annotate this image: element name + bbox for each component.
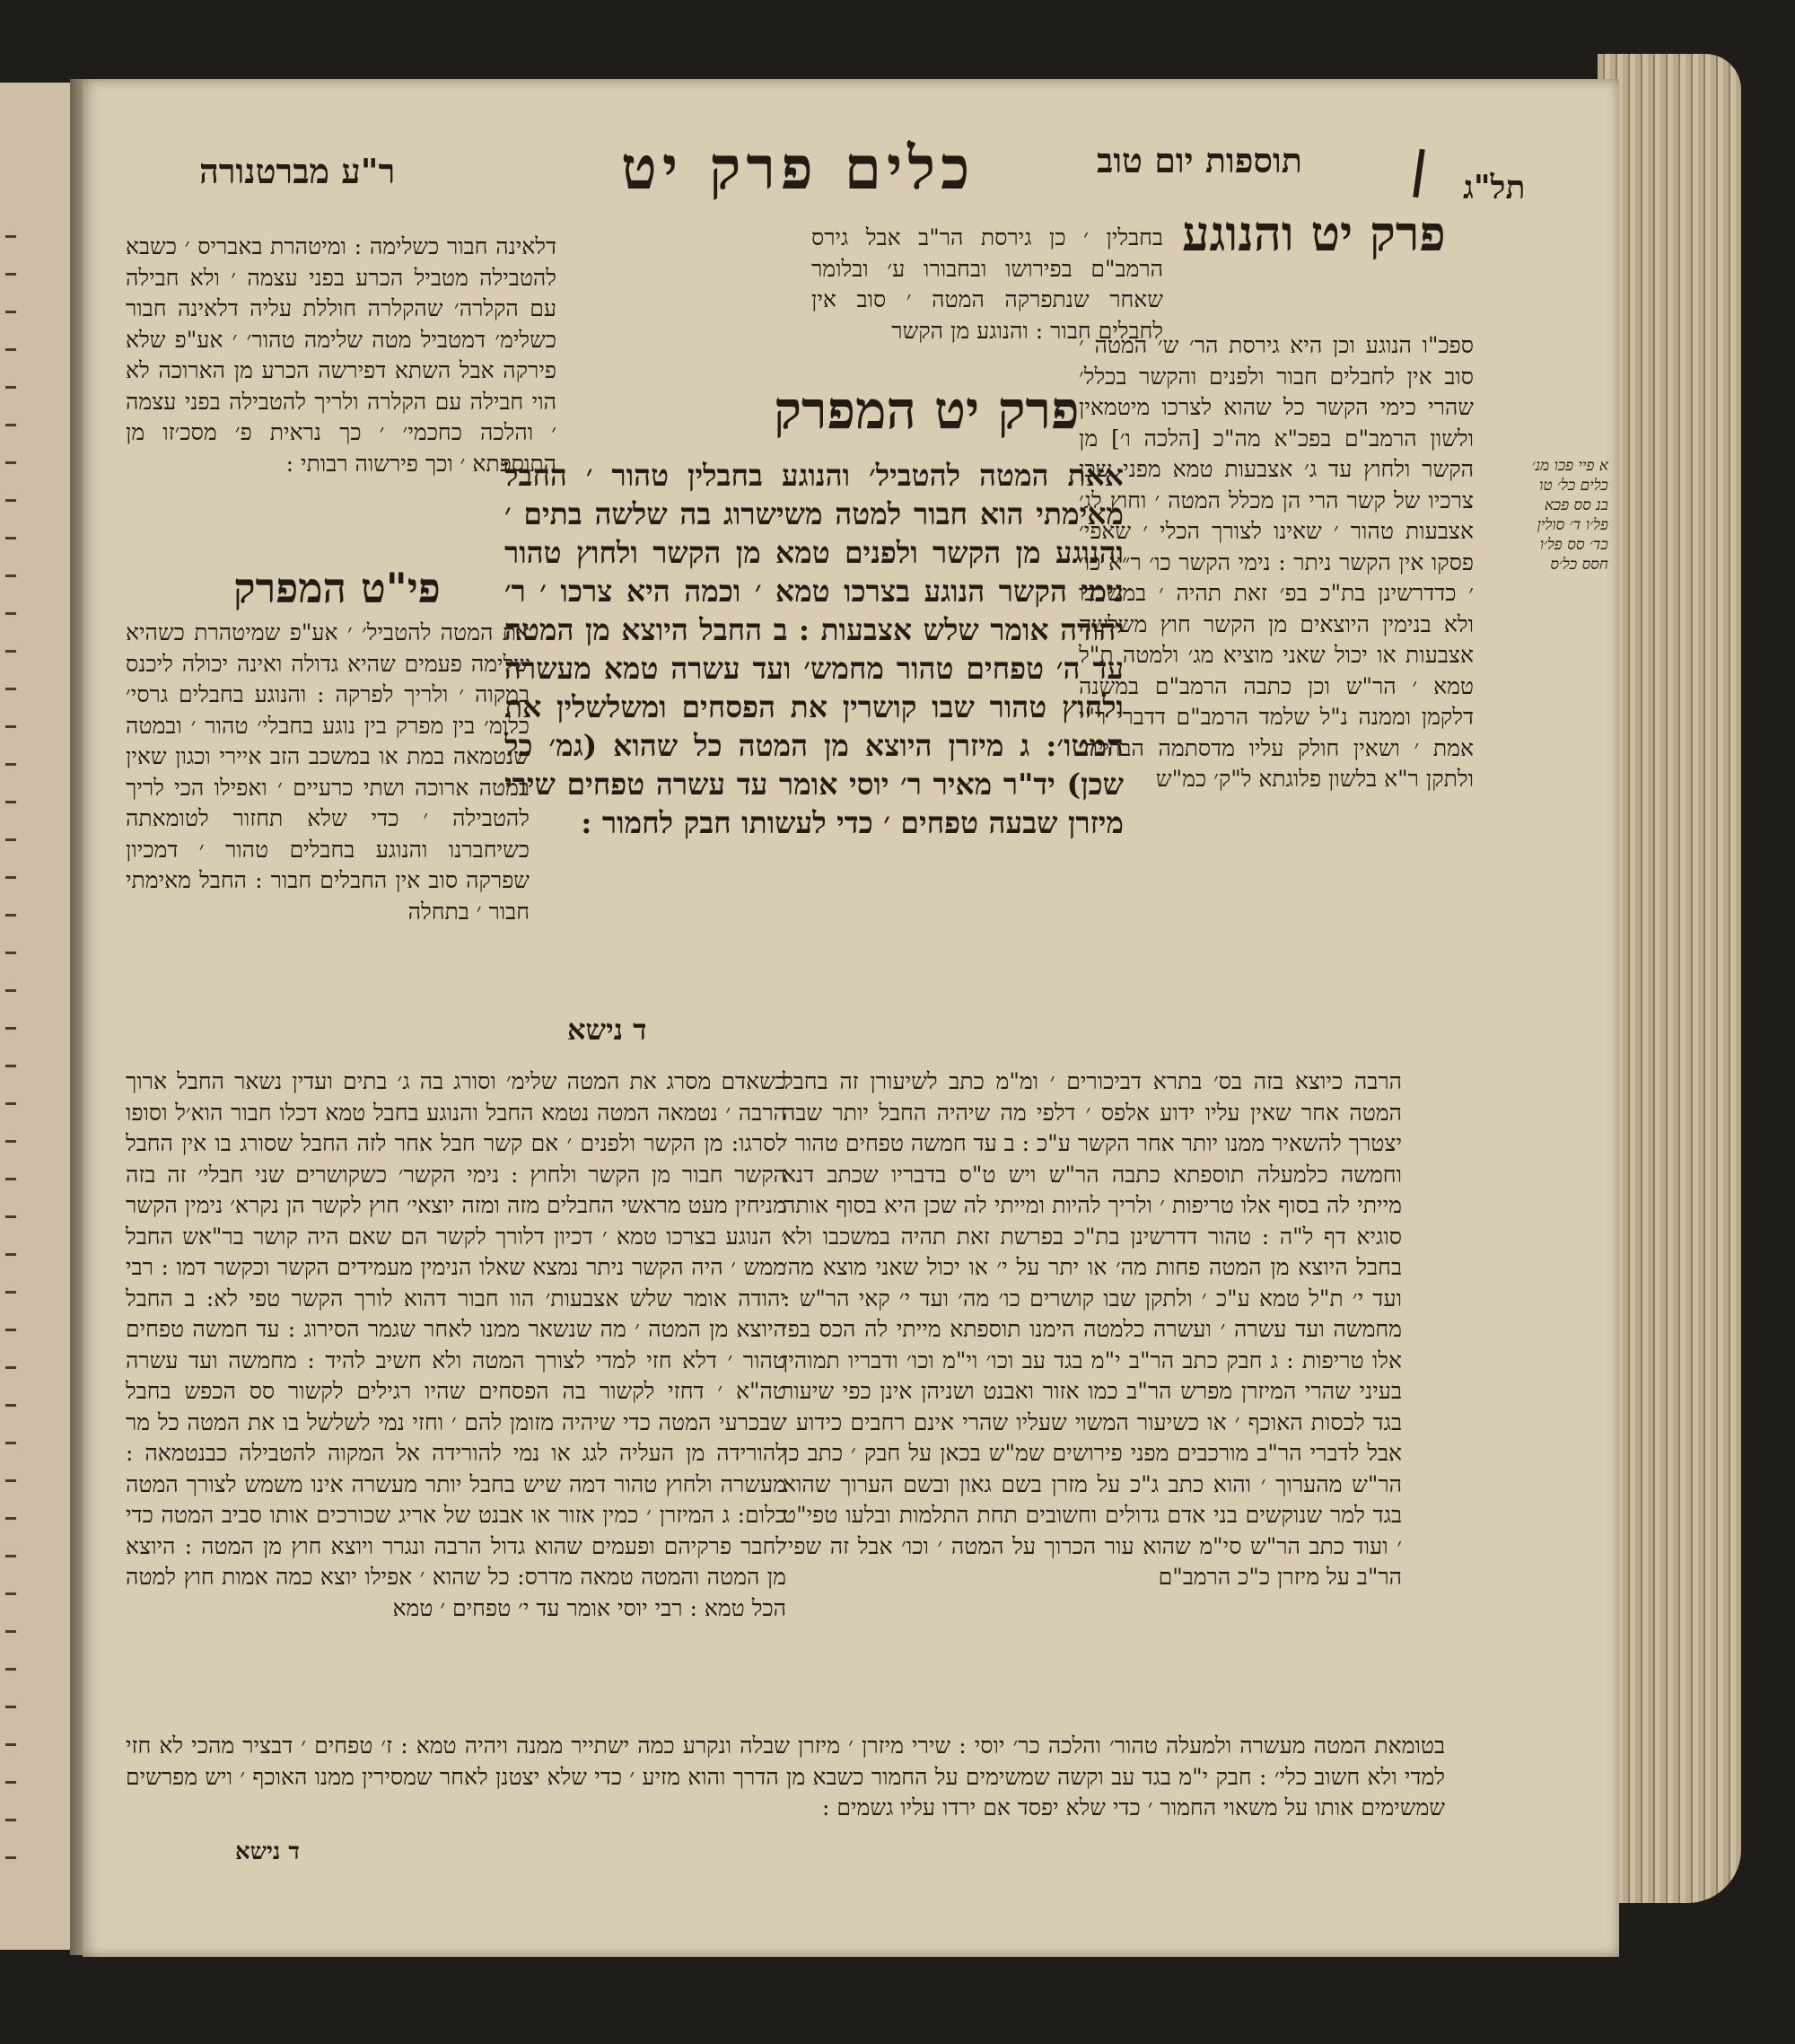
facing-page-text-fragment <box>5 1065 16 1067</box>
facing-page-text-fragment <box>5 1517 16 1520</box>
facing-page-text-fragment <box>5 1856 16 1859</box>
commentary-paragraph: הרבה כיוצא בזה בס׳ בתרא דביכורים ׳ ומ"מ כתב לשיעורן זה בחבל המטה אחר שאין עליו ידוע אלפס ׳ דלפי מה שיהיה החבל יותר שבה יצטרך להשאיר ממנו יותר אחר הקשר ע"כ : ב עד חמשה טפחים טהור ׳ וחמשה כלמעלה תוספתא כתבה הר"ש ויש ט"ס בדבריו שכתב דנא מייתי לה בסוף אלו טריפות ׳ ולריך להיות ומייתי לה שכן היא בסוף אותה סוגיא דף ל"ה : טהור דדרשינן בת"כ בפרשת זאת תהיה במשכבו ולא בחבל היוצא מן המטה פחות מה׳ או יתר על י׳ או יכול שאני מוצא מה׳ ועד י׳ ת"ל טמא ע"כ ׳ ולתקן שבו קושרים כו׳ מה׳ ועד י׳ קאי הר"ש : מחמשה ועד עשרה ׳ ועשרה כלמטה הימנו תוספתא מייתי לה הכס בפ׳ אלו טריפות : ג חבק כתב הר"ב י"מ בגד עב וכו׳ וי"מ וכו׳ ודבריו תמוהין בעיני שהרי המיזרן מפרש הר"ב כמו אזור ואבנט ושניהן אינן כפי שיעור בגד לכסות האוכף ׳ או כשיעור המשוי שעליו שהרי אינם רחבים כידוע ׳ אבל לדברי הר"ב מורכבים מפני פירושים שמ"ש בכאן על חבק ׳ כתב כן הר"ש מהערוך ׳ והוא כתב ג"כ על מזרן בשם גאון ובשם הערוך שהוא בגד למר שנוקשים בני אדם גדולים וחשובים תחת התלמות ובלעו טפי"ט ׳ ועוד כתב הר"ש סי"מ שהוא עור הכרוך על המטה ׳ וכו׳ אבל זה שפי׳ הר"ב על מיזרן כ"כ הרמב"ם <box>783 1068 1402 1590</box>
facing-page-text-fragment <box>5 1819 16 1821</box>
facing-page-text-fragment <box>5 1592 16 1595</box>
facing-page-edge <box>0 83 72 1950</box>
mishnah-chapter-title: פרק יט המפרק <box>774 380 1080 441</box>
facing-page-text-fragment <box>5 763 16 766</box>
facing-page-text-fragment <box>5 1027 16 1030</box>
bartenura-bottom <box>126 1066 786 1801</box>
facing-page-text-fragment <box>5 952 16 954</box>
catchword-bottom: ד נישא <box>235 1838 300 1865</box>
commentary-paragraph: ספכ"ו הנוגע וכן היא גירסת הר׳ ש׳ המטה ׳ סוב אין לחבלים חבור ולפנים והקשר בכלל׳ שהרי כימי הקשר כל שהוא לצרכו מיטמאין ולשון הרמב"ם בפכ"א מה"כ [הלכה ו׳] מן הקשר ולחוץ עד ג׳ אצבעות טמא מפני שכן צרכיו של קשר הרי הן מכלל המטה ׳ וחוץ לג׳ אצבעות טהור ׳ שאינו לצורך הכלי ׳ שאפי׳ פסקו אין הקשר ניתר : נימי הקשר כו׳ ר״א כו׳ ׳ כדדרשינן בת"כ בפ׳ זאת תהיה ׳ במשכבו ולא בנימין היוצאים מן הקשר חוץ משלשה אצבעות או יכול שאני מוציא מג׳ ולמטה ת"ל טמא ׳ הר"ש וכן כתבה הרמב"ם במשנה דלקמן וממנה נ"ל שלמד הרמב"ם דדברי ר"י אמת ׳ ושאין חולק עליו מדסתמה הבריית׳ ולתקן ר"א בלשון פלוגתא ל"ק׳ כמ"ש <box>1079 332 1474 792</box>
facing-page-text-fragment <box>5 1630 16 1633</box>
facing-page-text-fragment <box>5 1668 16 1671</box>
bartenura-column-top <box>126 232 556 564</box>
facing-page-text-fragment <box>5 537 16 540</box>
facing-page-text-fragment <box>5 235 16 238</box>
facing-page-text-fragment <box>5 1366 16 1369</box>
bartenura-column <box>126 618 530 1066</box>
mishnah-paragraph: אאת המטה להטביל׳ והנוגע בחבלין טהור ׳ החבל מאימתי הוא חבור למטה משישרוג בה שלשה בתים ׳ והנוגע מן הקשר ולפנים טמא מן הקשר ולחוץ טהור נימי הקשר הנוגע בצרכו טמא ׳ וכמה היא צרכו ׳ ר׳ יהודה אומר שלש אצבעות : ב החבל היוצא מן המטה עד ה׳ טפחים טהור מחמש׳ ועד עשרה טמא מעשרה ולחוץ טהור שבו קושרין את הפסחים ומשלשלין את המטו׳: ג מיזרן היוצא מן המטה כל שהוא (גמ׳ כל שכן) יד"ר מאיר ר׳ יוסי אומר עד עשרה טפחים שירי מיזרן שבעה טפחים ׳ כדי לעשותו חבק לחמור : <box>504 458 1124 840</box>
commentary-paragraph: כשאדם מסרג את המטה שלימ׳ וסורג בה ג׳ בתים ועדין נשאר החבל ארוך הרבה ׳ נטמאה המטה נטמא החבל והנוגע בחבל טמא דכלו חבור הוא׳ל וסופו לסרגו: מן הקשר ולפנים ׳ אם קשר חבל אחר לזה החבל שסורג בו אין החבל הקשר חבור מן הקשר ולחוץ : נימי הקשר׳ כשקושרים שני חבלי׳ זה בזה מניחין מעט מראשי החבלים מזה ומזה יוצאי׳ חוץ לקשר הן נקרא׳ נימין הקשר ׳ הנוגע בצרכו טמא ׳ דכיון דלורך לקשר הם שאם היה קושר בר"אש החבל ממש ׳ היה הקשר ניתר נמצא שאלו הנימין מעמידים הקשר וכקשר דמו : רבי יהודה אומר שלש אצבעות׳ הוו חבור דהוא לורך הקשר טפי לא: ב החבל היוצא מן המטה ׳ מה שנשאר ממנו לאחר שגמר הסירוג : עד חמשה טפחים טהור ׳ דלא חזי למדי לצורך המטה ולא חשיב להיד : מחמשה ועד עשרה טה"א ׳ דחזי לקשור בה הפסחים שהיו רגילים לקשור סס הכפש בחבל שבכרעי המטה כדי שיהיה מזומן להם ׳ וחזי נמי לשלשל בו את המטה כל מר להורידה מן העליה לגג או נמי להורידה אל המקוה להטבילה כבנטמאה : מעשרה ולחוץ טהור דמה שיש בחבל יותר מעשרה אינו משמש לצורך המטה כלום: ג המיזרן ׳ כמין אזור או אבנט של אריג שכורכים אותו סביב המטה כדי לחבר פרקיהם ופעמים שהוא גדול הרבה ונגרר ויוצא חוץ מן המטה : היוצא מן המטה והמטה טמאה מדרס: כל שהוא ׳ אפילו יוצא כמה אמות חוץ למטה הכל טמא : רבי יוסי אומר עד י׳ טפחים ׳ טמא <box>126 1068 786 1621</box>
tosafot-bottom <box>783 1066 1402 1729</box>
facing-page-text-fragment <box>5 1404 16 1407</box>
facing-page-text-fragment <box>5 989 16 992</box>
facing-page-text-fragment <box>5 612 16 615</box>
facing-page-text-fragment <box>5 1706 16 1708</box>
facing-page-text-fragment <box>5 499 16 502</box>
facing-page-text-fragment <box>5 1140 16 1143</box>
facing-page-text-fragment <box>5 688 16 690</box>
running-head-center: כלים פרק יט <box>621 133 976 203</box>
facing-page-text-fragment <box>5 1178 16 1180</box>
book-page <box>83 79 1619 1957</box>
facing-page-text-fragment <box>5 575 16 577</box>
commentary-paragraph: בטומאת המטה מעשרה ולמעלה טהור׳ והלכה כר׳ יוסי : שירי מיזרן ׳ מיזרן שבלה ונקרע כמה ישתייר ממנה ויהיה טמא : ז׳ טפחים ׳ דבציר מהכי לא חזי למדי ולא חשוב כלי׳ : חבק י"מ בגד עב וקשה שמשימים על החמור כשבא מן הדרך והוא מזיע ׳ כדי שלא יצטנן לאחר שמסירין ממנו האוכף ׳ ויש מפרשים שמשימים אותו על משאוי החמור ׳ כדי שלא יפסד אם ירדו עליו גשמים : <box>126 1733 1445 1820</box>
facing-page-text-fragment <box>5 424 16 426</box>
facing-page-text-fragment <box>5 461 16 464</box>
facing-page-text-fragment <box>5 838 16 841</box>
facing-page-text-fragment <box>5 650 16 653</box>
bottom-commentary <box>126 1731 1445 1928</box>
page-edges <box>1598 54 1741 1903</box>
facing-page-text-fragment <box>5 311 16 313</box>
running-head-left: ר"ע מברטנורה <box>199 151 396 191</box>
facing-page-text-fragment <box>5 876 16 879</box>
facing-page-text-fragment <box>5 1781 16 1784</box>
facing-page-text-fragment <box>5 1253 16 1256</box>
facing-page-text-fragment <box>5 725 16 728</box>
right-column-title: פרק יט והנוגע <box>1182 205 1446 262</box>
facing-page-text-fragment <box>5 348 16 351</box>
commentary-paragraph: את המטה להטביל׳ ׳ אע"פ שמיטהרת כשהיא שלימה פעמים שהיא גדולה ואינה יכולה ליכנס במקוה ׳ ולריך לפרקה : והנוגע בחבלים גרסי׳ כלומ׳ בין מפרק בין נוגע בחבלי׳ טהור ׳ ובמטה שנטמאה במת או במשכב הזב איירי וכגון שאין במטה ארוכה ושתי כרעיים ׳ ואפילו הכי לריך להטבילה ׳ כדי שלא תחזור לטומאתה כשיחברנו והנוגע בחבלים טהור ׳ דמכיון שפרקה סוב אין החבלים חבור : החבל מאימתי חבור ׳ בתחלה <box>126 619 530 925</box>
facing-page-text-fragment <box>5 914 16 917</box>
folio-number: תל"ג <box>1463 169 1526 206</box>
facing-page-text-fragment <box>5 273 16 276</box>
folio-mark <box>1413 149 1424 197</box>
facing-page-text-fragment <box>5 1102 16 1105</box>
facing-page-text-fragment <box>5 801 16 803</box>
commentary-paragraph: בחבלין ׳ כן גירסת הר"ב אבל גירס הרמב"ם בפירושו ובחבורו ע׳ ובלומר שאחר שנתפרקה המטה ׳ סוב אין לחבלים חבור : והנוגע מן הקשר <box>811 224 1163 344</box>
commentary-paragraph: דלאינה חבור כשלימה : ומיטהרת באבריס ׳ כשבא להטבילה מטביל הכרע בפני עצמה ׳ ולא חבילה עם הקלרה׳ שהקלרה חוללת עליה דלאינה חבור כשלימ׳ דמטביל מטה שלימה טהור׳ ׳ אע"פ שלא פירקה אבל השתא דפירשה הכרע מן הארוכה לא הוי חבילה עם הקלרה ולריך להטבילה בפני עצמה ׳ והלכה כחכמי׳ ׳ כך נראית פ׳ מסכ׳זו מן התוספתא ׳ וכך פירשוה רבותי : <box>126 233 556 477</box>
facing-page-text-fragment <box>5 1291 16 1294</box>
facing-page-text-fragment <box>5 1555 16 1557</box>
facing-page-text-fragment <box>5 1479 16 1482</box>
facing-page-text-fragment <box>5 1329 16 1331</box>
marginal-note: א פיי פכו מנ׳ כלים כל׳ טו בנ סס פכא פל׳ו ד׳ סולין כד׳ סס פל׳ו חסס כל׳ס <box>1531 457 1608 574</box>
running-head-right: תוספות יום טוב <box>1097 140 1302 180</box>
facing-page-text-fragment <box>5 1743 16 1746</box>
facing-page-text-fragment <box>5 386 16 389</box>
left-column-title: פי"ט המפרק <box>233 564 441 612</box>
facing-page-text-fragment <box>5 1442 16 1444</box>
facing-page-text-fragment <box>5 1215 16 1218</box>
catchword: ד נישא <box>567 1013 647 1047</box>
mishnah-text <box>504 456 1124 1013</box>
